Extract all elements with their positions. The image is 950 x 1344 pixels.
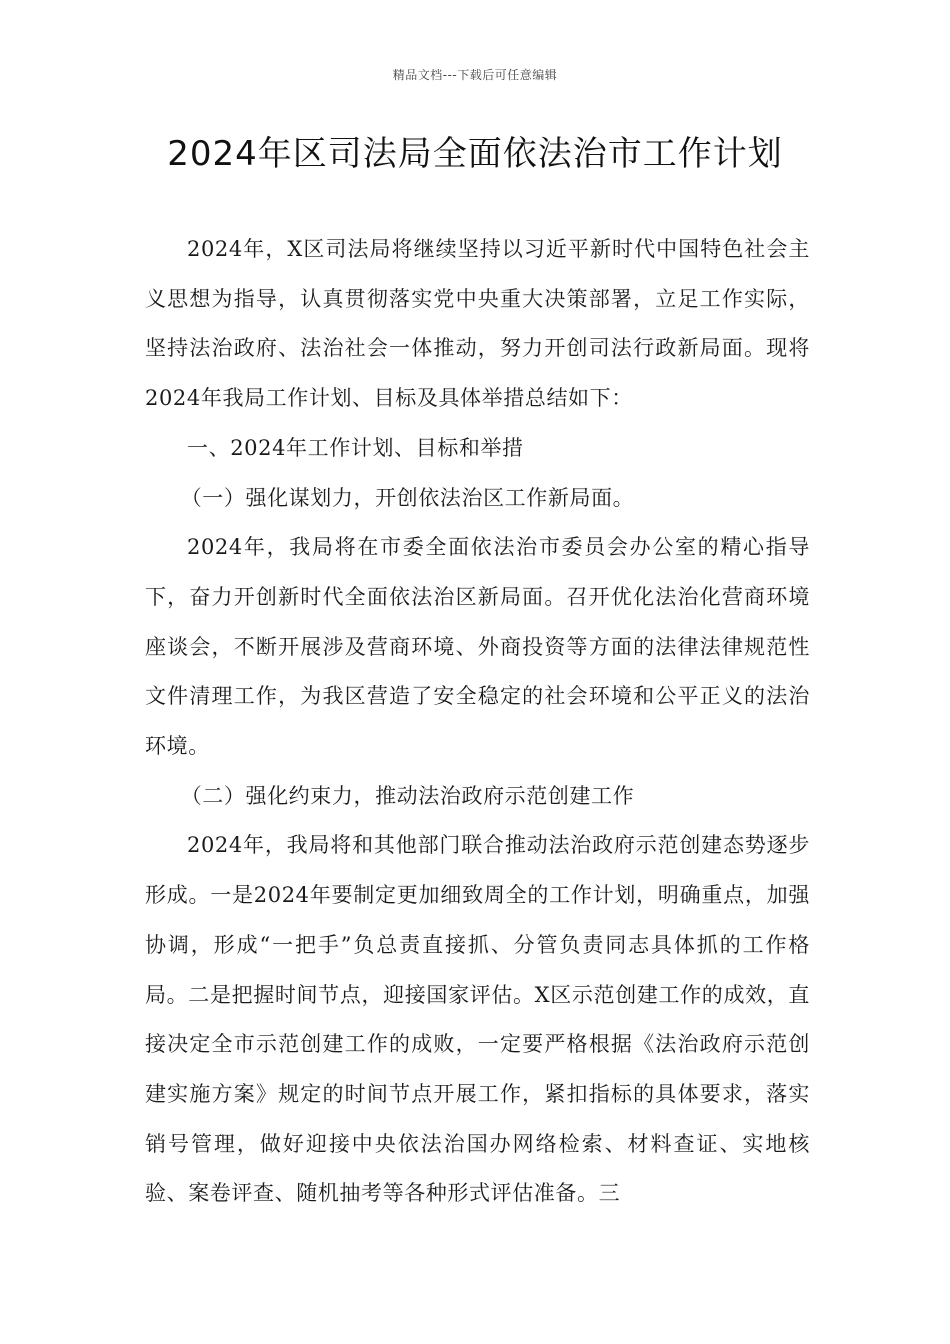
section-heading-1: 一、2024年工作计划、目标和举措 [187, 435, 524, 460]
page-header: 精品文档---下载后可任意编辑 [392, 68, 558, 82]
paragraph-subsection-2: 2024年，我局将和其他部门联合推动法治政府示范创建态势逐步形成。一是2024年要制定更加细致周全的工作计划，明确重点，加强协调，形成“一把手”负总责直接抓、分管负责同志具体抓的工作格局。二是把握时间节点，迎接国家评估。X区示范创建工作的成效，直接决定全市示范创建工作的成败，一定要严格根据《法治政府示范创建实施方案》规定的时间节点开展工作，紧扣指标的具体要求，落实销号管理，做好迎接中央依法治国办网络检索、材料查证、实地核验、案卷评查、随机抽考等各种形式评估准备。三 [145, 833, 810, 1206]
subsection-heading-2: （二）强化约束力，推动法治政府示范创建工作 [180, 783, 635, 808]
subsection-heading-1: （一）强化谋划力，开创依法治区工作新局面。 [180, 485, 635, 510]
paragraph-intro: 2024年，X区司法局将继续坚持以习近平新时代中国特色社会主义思想为指导，认真贯彻落实党中央重大决策部署，立足工作实际，坚持法治政府、法治社会一体推动，努力开创司法行政新局面。现将2024年我局工作计划、目标及具体举措总结如下： [145, 237, 810, 411]
document-body [145, 225, 810, 1219]
document-title: 2024年区司法局全面依法治市工作计划 [167, 134, 783, 174]
paragraph-subsection-1: 2024年，我局将在市委全面依法治市委员会办公室的精心指导下，奋力开创新时代全面依法治区新局面。召开优化法治化营商环境座谈会，不断开展涉及营商环境、外商投资等方面的法律法律规范性文件清理工作，为我区营造了安全稳定的社会环境和公平正义的法治环境。 [145, 535, 810, 759]
